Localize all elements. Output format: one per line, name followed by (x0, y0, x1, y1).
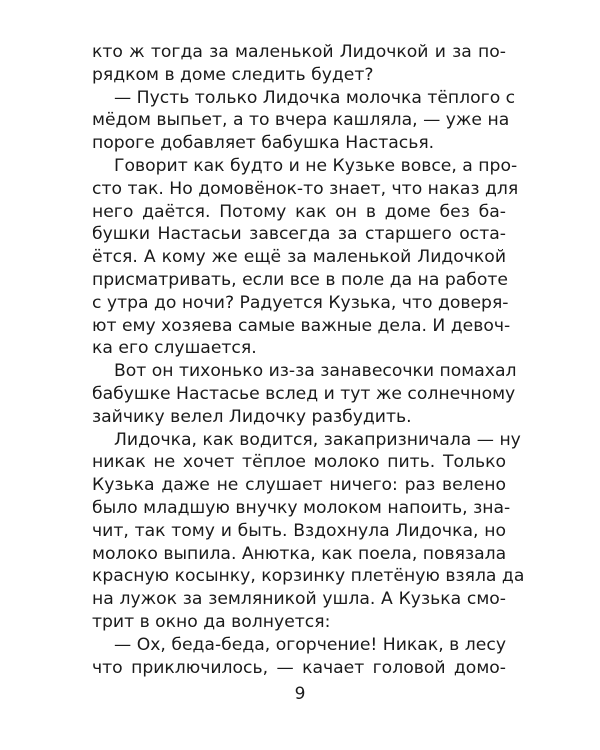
text-line: присматривать, если все в поле да на работе (92, 270, 508, 290)
text-line: с утра до ночи? Радуется Кузька, что доверя- (92, 292, 509, 313)
text-line: ётся. А кому же ещё за маленькой Лидочкой (92, 247, 506, 268)
text-line: Кузька даже не слушает ничего: раз велено (92, 475, 506, 496)
page-number: 9 (294, 684, 306, 704)
text-line: зайчику велел Лидочку разбудить. (92, 406, 412, 427)
text-line: что приключилось, — качает головой домо- (92, 657, 506, 678)
text-line: пороге добавляет бабушка Настасья. (92, 133, 435, 154)
text-line: трит в окно да волнуется: (92, 612, 331, 632)
text-line: Вот он тихонько из-за занавесочки помахал (114, 361, 517, 382)
text-line: — Ох, беда-беда, огорчение! Никак, в лесу (114, 634, 506, 655)
text-line: — Пусть только Лидочка молочка тёплого с (114, 87, 516, 108)
text-line: бабушке Настасье вслед и тут же солнечному (92, 384, 516, 404)
text-line: кто ж тогда за маленькой Лидочкой и за по- (92, 42, 506, 62)
text-line: мёдом выпьет, а то вчера кашляла, — уже на (92, 110, 510, 131)
text-line: красную косынку, корзинку плетёную взяла да (92, 566, 525, 587)
text-line: бушки Настасьи завсегда за старшего оста- (92, 224, 506, 245)
text-line: чит, так тому и быть. Вздохнула Лидочка, но (92, 520, 506, 541)
text-line: Лидочка, как водится, закапризничала — ну (114, 429, 521, 450)
text-line: на лужок за земляникой ушла. А Кузька смо- (92, 589, 506, 610)
text-line: него даётся. Потому как он в доме без ба- (92, 201, 506, 222)
text-line: сто так. Но домовёнок-то знает, что наказ для (92, 178, 519, 199)
text-line: ка его слушается. (92, 338, 257, 359)
text-line: было младшую внучку молоком напоить, зна- (92, 498, 511, 518)
text-line: рядком в доме следить будет? (92, 64, 374, 85)
text-line: никак не хочет тёплое молоко пить. Только (92, 452, 506, 473)
text-line: молоко выпила. Анютка, как поела, повязала (92, 543, 507, 564)
text-line: ют ему хозяева самые важные дела. И девоч- (92, 315, 511, 336)
text-line: Говорит как будто и не Кузьке вовсе, а про- (114, 156, 518, 176)
